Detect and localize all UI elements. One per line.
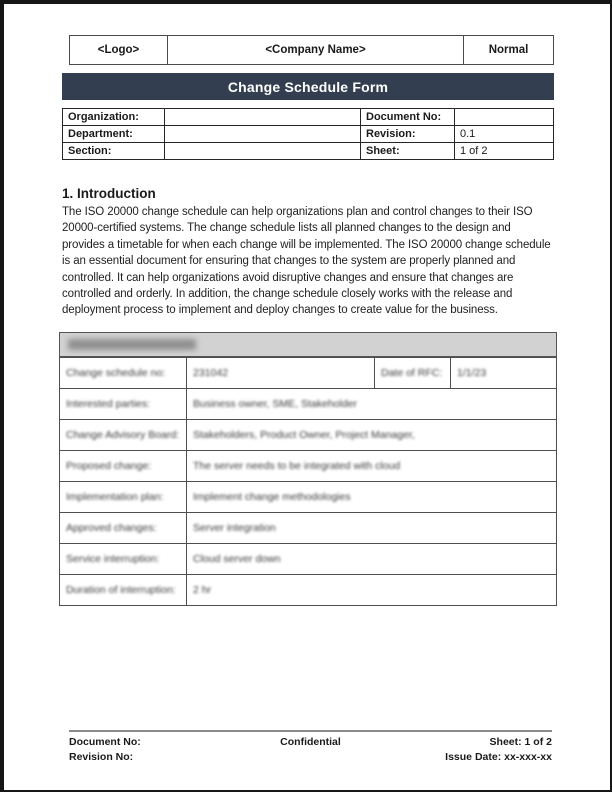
table-row xyxy=(63,143,554,160)
footer-confidential: Confidential xyxy=(280,736,341,748)
document-no-value xyxy=(455,109,554,126)
sheet-value: 1 of 2 xyxy=(455,143,554,160)
document-info-table xyxy=(62,108,554,160)
organization-label: Organization: xyxy=(63,109,165,126)
revision-label: Revision: xyxy=(361,126,455,143)
implementation-plan-value: Implement change methodologies xyxy=(187,481,557,512)
page-title: Change Schedule Form xyxy=(227,78,389,95)
sheet-label: Sheet: xyxy=(361,143,455,160)
table-row xyxy=(63,126,554,143)
footer-document-no: Document No: xyxy=(69,736,141,748)
table-row xyxy=(60,574,557,605)
schedule-no-label: Change schedule no: xyxy=(60,357,187,388)
table-row xyxy=(63,109,554,126)
schedule-table-body xyxy=(59,357,557,606)
page-content xyxy=(4,4,610,606)
section-value xyxy=(165,143,361,160)
approved-changes-value: Server integration xyxy=(187,512,557,543)
table-row xyxy=(60,543,557,574)
rfc-date-label: Date of RFC: xyxy=(375,357,451,388)
footer-right xyxy=(388,735,552,765)
footer-sheet: Sheet: 1 of 2 xyxy=(489,736,552,748)
service-interruption-label: Service interruption: xyxy=(60,543,187,574)
logo-placeholder: <Logo> xyxy=(70,36,168,65)
footer-revision-no: Revision No: xyxy=(69,751,134,763)
change-schedule-table xyxy=(59,332,557,606)
schedule-no-value: 231042 xyxy=(187,357,375,388)
service-interruption-value: Cloud server down xyxy=(187,543,557,574)
proposed-change-label: Proposed change: xyxy=(60,450,187,481)
interested-parties-label: Interested parties: xyxy=(60,388,187,419)
table-row xyxy=(60,512,557,543)
approved-changes-label: Approved changes: xyxy=(60,512,187,543)
department-value xyxy=(165,126,361,143)
rfc-date-value: 1/1/23 xyxy=(451,357,557,388)
page-footer xyxy=(69,730,552,765)
table-row xyxy=(60,388,557,419)
section-label: Section: xyxy=(63,143,165,160)
advisory-board-value: Stakeholders, Product Owner, Project Manager, xyxy=(187,419,557,450)
department-label: Department: xyxy=(63,126,165,143)
section-heading: 1. Introduction xyxy=(62,186,156,201)
proposed-change-value: The server needs to be integrated with cloud xyxy=(187,450,557,481)
document-no-label: Document No: xyxy=(361,109,455,126)
blurred-header-text xyxy=(68,339,196,350)
table-row xyxy=(60,450,557,481)
footer-left xyxy=(69,735,233,765)
advisory-board-label: Change Advisory Board: xyxy=(60,419,187,450)
header-table xyxy=(69,35,554,65)
footer-issue-date: Issue Date: xx-xxx-xx xyxy=(445,751,552,763)
interested-parties-value: Business owner, SME, Stakeholder xyxy=(187,388,557,419)
interruption-duration-value: 2 hr xyxy=(187,574,557,605)
classification-label: Normal xyxy=(464,36,554,65)
table-row xyxy=(60,357,557,388)
introduction-paragraph: The ISO 20000 change schedule can help organizations plan and control changes to their ISO 20000-certified systems. The change schedule lists all planned changes to the design and provides a timetable for when each change will be implemented. The ISO 20000 change schedule is an essential document for ensuring that changes to the system are properly planned and controlled. It can help organizations avoid disruptive changes and ensure that changes are controlled and orderly. In addition, the change schedule closely works with the release and deployment process to implement and deploy changes to create value for the business. xyxy=(62,206,551,317)
table-row xyxy=(60,419,557,450)
company-name-placeholder: <Company Name> xyxy=(168,36,464,65)
schedule-table-header xyxy=(59,332,557,357)
table-row xyxy=(60,481,557,512)
interruption-duration-label: Duration of interruption: xyxy=(60,574,187,605)
title-banner xyxy=(62,73,554,100)
implementation-plan-label: Implementation plan: xyxy=(60,481,187,512)
organization-value xyxy=(165,109,361,126)
revision-value: 0.1 xyxy=(455,126,554,143)
